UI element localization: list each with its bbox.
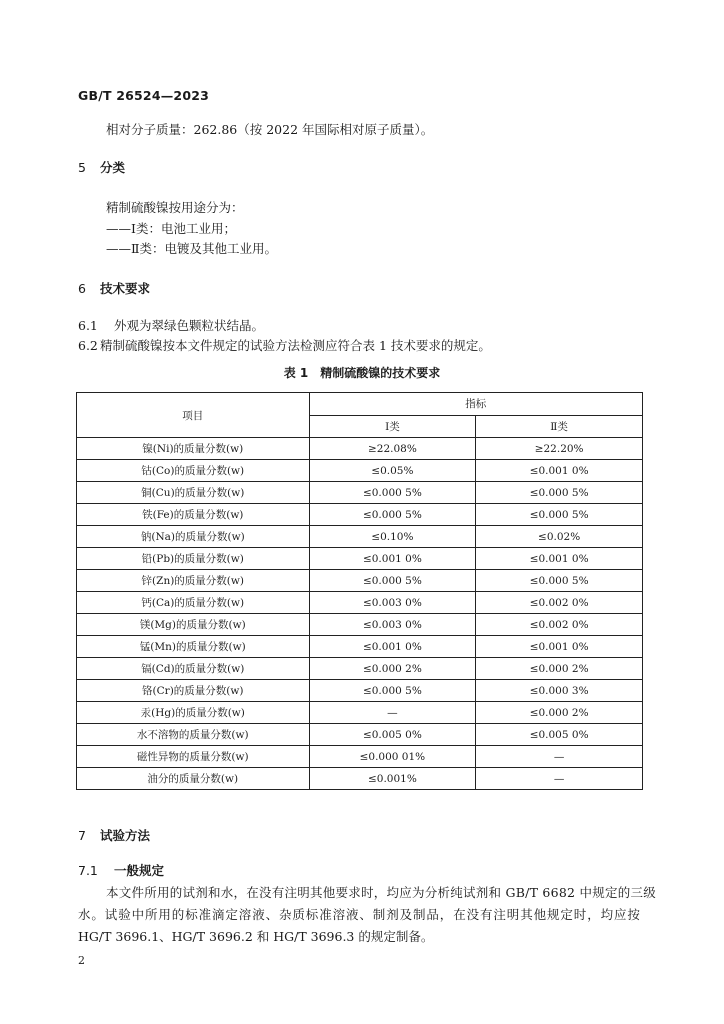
class-1-value-cell: ≤0.001% bbox=[309, 768, 476, 790]
class-1-value-cell: — bbox=[309, 702, 476, 724]
class-item-1: ——Ⅰ类：电池工业用； bbox=[106, 221, 236, 236]
row-item-cell: 镉(Cd)的质量分数(w) bbox=[77, 658, 310, 680]
section-7-title: 试验方法 bbox=[100, 828, 151, 843]
row-item-cell: 镍(Ni)的质量分数(w) bbox=[77, 438, 310, 460]
table-row bbox=[77, 614, 643, 636]
class-2-value-cell: — bbox=[476, 768, 643, 790]
class-1-value-cell: ≤0.05% bbox=[309, 460, 476, 482]
class-2-value-cell: ≤0.000 3% bbox=[476, 680, 643, 702]
class-2-value-cell: ≤0.000 5% bbox=[476, 504, 643, 526]
row-item-cell: 钴(Co)的质量分数(w) bbox=[77, 460, 310, 482]
class-1-value-cell: ≤0.000 01% bbox=[309, 746, 476, 768]
class-1-value-cell: ≤0.000 5% bbox=[309, 680, 476, 702]
table-row bbox=[77, 658, 643, 680]
row-item-cell: 钠(Na)的质量分数(w) bbox=[77, 526, 310, 548]
row-item-cell: 铬(Cr)的质量分数(w) bbox=[77, 680, 310, 702]
row-item-cell: 铅(Pb)的质量分数(w) bbox=[77, 548, 310, 570]
class-2-value-cell: ≤0.002 0% bbox=[476, 592, 643, 614]
table-row bbox=[77, 702, 643, 724]
table-row bbox=[77, 746, 643, 768]
class-1-value-cell: ≤0.001 0% bbox=[309, 636, 476, 658]
section-5-number: 5 bbox=[78, 160, 86, 175]
class-1-value-cell: ≤0.000 5% bbox=[309, 504, 476, 526]
class-1-value-cell: ≤0.10% bbox=[309, 526, 476, 548]
class-2-value-cell: ≤0.000 5% bbox=[476, 570, 643, 592]
para-line-3: HG/T 3696.1、HG/T 3696.2 和 HG/T 3696.3 的规定制备。 bbox=[78, 929, 434, 944]
row-item-cell: 油分的质量分数(w) bbox=[77, 768, 310, 790]
table-row bbox=[77, 548, 643, 570]
section-6-title: 技术要求 bbox=[100, 281, 151, 296]
section-5-heading bbox=[78, 160, 125, 176]
standard-code-header: GB/T 26524—2023 bbox=[78, 88, 210, 103]
class-2-value-cell: ≤0.001 0% bbox=[476, 460, 643, 482]
technical-requirements-table bbox=[76, 392, 643, 790]
page-number: 2 bbox=[78, 954, 85, 967]
section-5-title: 分类 bbox=[100, 160, 126, 175]
class-1-value-cell: ≥22.08% bbox=[309, 438, 476, 460]
clause-7-1-number: 7.1 bbox=[78, 863, 98, 878]
clause-6-2-number: 6.2 bbox=[78, 338, 98, 353]
clause-6-1 bbox=[78, 318, 264, 334]
class-1-value-cell: ≤0.003 0% bbox=[309, 592, 476, 614]
table-row bbox=[77, 460, 643, 482]
table-1-caption: 表 1 精制硫酸镍的技术要求 bbox=[283, 366, 441, 380]
table-row bbox=[77, 592, 643, 614]
class-2-value-cell: — bbox=[476, 746, 643, 768]
class-2-value-cell: ≤0.000 2% bbox=[476, 658, 643, 680]
table-row bbox=[77, 526, 643, 548]
class-2-value-cell: ≤0.001 0% bbox=[476, 548, 643, 570]
section-6-heading bbox=[78, 281, 150, 297]
clause-7-1-title: 一般规定 bbox=[114, 863, 165, 878]
class-2-value-cell: ≤0.02% bbox=[476, 526, 643, 548]
table-row bbox=[77, 438, 643, 460]
row-item-cell: 铜(Cu)的质量分数(w) bbox=[77, 482, 310, 504]
row-item-cell: 镁(Mg)的质量分数(w) bbox=[77, 614, 310, 636]
section-7-number: 7 bbox=[78, 828, 86, 843]
clause-7-1-heading bbox=[78, 863, 164, 879]
relative-molecular-mass: 相对分子质量：262.86（按 2022 年国际相对原子质量）。 bbox=[106, 122, 434, 137]
class-2-value-cell: ≤0.000 5% bbox=[476, 482, 643, 504]
row-item-cell: 铁(Fe)的质量分数(w) bbox=[77, 504, 310, 526]
para-line-1: 本文件所用的试剂和水，在没有注明其他要求时，均应为分析纯试剂和 GB/T 6682 中规定的三级 bbox=[106, 885, 656, 900]
row-item-cell: 水不溶物的质量分数(w) bbox=[77, 724, 310, 746]
class-2-value-cell: ≤0.000 2% bbox=[476, 702, 643, 724]
clause-6-2-text: 精制硫酸镍按本文件规定的试验方法检测应符合表 1 技术要求的规定。 bbox=[100, 338, 491, 353]
class-2-value-cell: ≤0.005 0% bbox=[476, 724, 643, 746]
table-row bbox=[77, 636, 643, 658]
table-row bbox=[77, 504, 643, 526]
row-item-cell: 钙(Ca)的质量分数(w) bbox=[77, 592, 310, 614]
class-item-2: ——Ⅱ类：电镀及其他工业用。 bbox=[106, 241, 277, 256]
class-1-value-cell: ≤0.005 0% bbox=[309, 724, 476, 746]
header-index: 指标 bbox=[309, 393, 642, 416]
row-item-cell: 磁性异物的质量分数(w) bbox=[77, 746, 310, 768]
class-1-value-cell: ≤0.000 5% bbox=[309, 570, 476, 592]
class-2-value-cell: ≥22.20% bbox=[476, 438, 643, 460]
table-row bbox=[77, 768, 643, 790]
class-1-value-cell: ≤0.003 0% bbox=[309, 614, 476, 636]
para-line-2: 水。试验中所用的标准滴定溶液、杂质标准溶液、制剂及制品，在没有注明其他规定时，均应按 bbox=[78, 907, 641, 922]
table-row bbox=[77, 482, 643, 504]
table-row bbox=[77, 680, 643, 702]
class-1-value-cell: ≤0.000 2% bbox=[309, 658, 476, 680]
clause-6-2 bbox=[78, 338, 491, 354]
header-class-1: Ⅰ类 bbox=[309, 415, 476, 438]
section-6-number: 6 bbox=[78, 281, 86, 296]
section-5-intro: 精制硫酸镍按用途分为： bbox=[106, 200, 244, 215]
table-row bbox=[77, 724, 643, 746]
clause-6-1-text: 外观为翠绿色颗粒状结晶。 bbox=[114, 318, 265, 333]
clause-6-1-number: 6.1 bbox=[78, 318, 98, 333]
header-item: 项目 bbox=[77, 393, 310, 438]
row-item-cell: 锰(Mn)的质量分数(w) bbox=[77, 636, 310, 658]
class-1-value-cell: ≤0.001 0% bbox=[309, 548, 476, 570]
table-row bbox=[77, 570, 643, 592]
row-item-cell: 锌(Zn)的质量分数(w) bbox=[77, 570, 310, 592]
header-class-2: Ⅱ类 bbox=[476, 415, 643, 438]
row-item-cell: 汞(Hg)的质量分数(w) bbox=[77, 702, 310, 724]
class-2-value-cell: ≤0.002 0% bbox=[476, 614, 643, 636]
class-1-value-cell: ≤0.000 5% bbox=[309, 482, 476, 504]
section-7-heading bbox=[78, 828, 150, 844]
class-2-value-cell: ≤0.001 0% bbox=[476, 636, 643, 658]
